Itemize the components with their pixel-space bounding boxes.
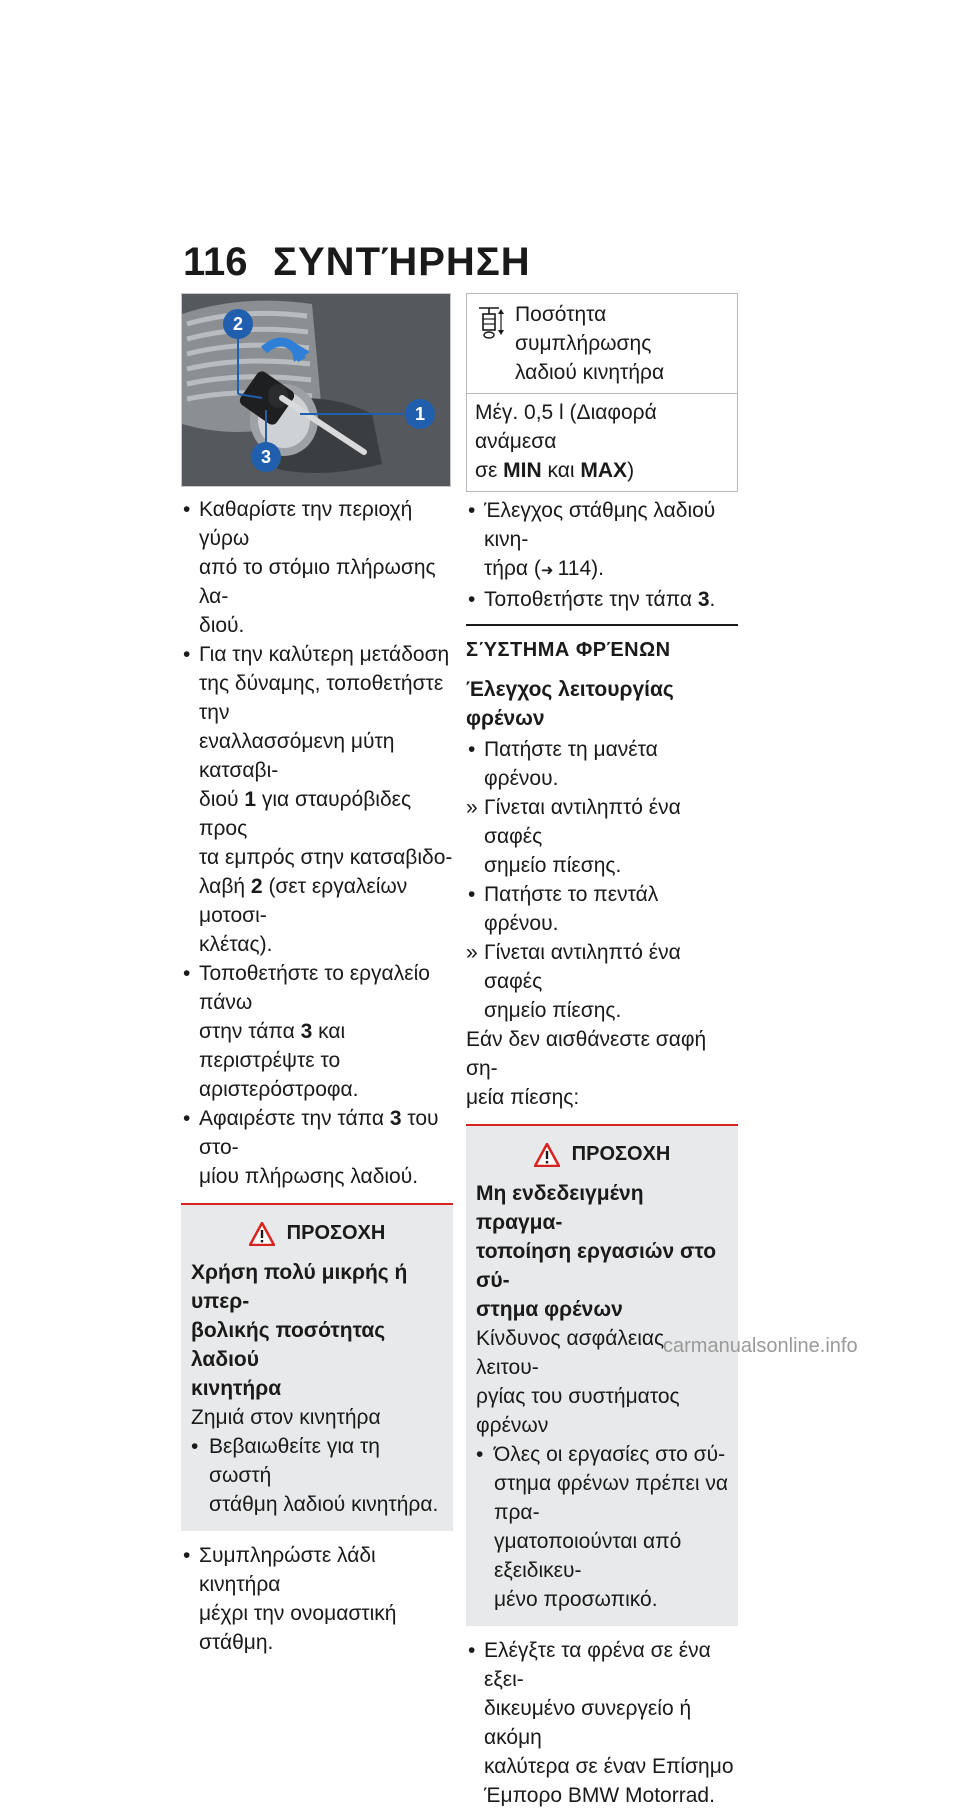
- brake-steps: [466, 735, 738, 1025]
- left-step: • Τοποθετήστε το εργαλείο πάνω στην τάπα 3 και περιστρέψτε το αριστερόστροφα.: [181, 959, 453, 1104]
- brake-system-heading: ΣΎΣΤΗΜΑ ΦΡΈΝΩΝ: [466, 624, 738, 665]
- callout-1: 1: [414, 404, 426, 424]
- page-title: ΣΥΝΤΉΡΗΣΗ: [273, 240, 531, 284]
- page-number: 116: [183, 240, 248, 284]
- spec-label: Ποσότητα συμπλήρωσης λαδιού κινητήρα: [515, 303, 665, 384]
- warning-label: ΠΡΟΣΟΧΗ: [571, 1143, 671, 1165]
- brake-result: » Γίνεται αντιληπτό ένα σαφές σημείο πίεσης.: [466, 793, 738, 880]
- warning-head: [191, 1219, 443, 1248]
- brake-step: • Πατήστε το πεντάλ φρένου.: [466, 880, 738, 938]
- warning-instruction: • Όλες οι εργασίες στο σύ- στημα φρένων πρέπει να πρα- γματοποιούνται από εξειδικευ- μένο προσωπικό.: [476, 1440, 728, 1614]
- callout-3: 3: [260, 447, 272, 467]
- oil-can-icon: [475, 300, 515, 387]
- left-step: • Καθαρίστε την περιοχή γύρω από το στόμιο πλήρωσης λα- διού.: [181, 495, 453, 640]
- warning-consequence: Ζημιά στον κινητήρα: [191, 1406, 381, 1429]
- warning-triangle-icon: [534, 1143, 560, 1167]
- right-column: [466, 293, 738, 1810]
- oil-warning-box: [181, 1203, 453, 1531]
- part-number: 1: [244, 788, 257, 811]
- part-number: 3: [389, 1107, 402, 1130]
- warning-title: Μη ενδεδειγμένη πραγμα- τοποίηση εργασιών στο σύ- στημα φρένων: [476, 1182, 717, 1321]
- left-steps: [181, 495, 453, 1191]
- brake-note: Εάν δεν αισθάνεστε σαφή ση- μεία πίεσης:: [466, 1028, 707, 1109]
- left-step: • Αφαιρέστε την τάπα 3 του στο- μίου πλήρωσης λαδιού.: [181, 1104, 453, 1191]
- brake-check-subheading: Έλεγχος λειτουργίας φρένων: [466, 678, 674, 730]
- engine-oil-cap-illustration: [181, 293, 451, 487]
- brake-warning-box: [466, 1124, 738, 1626]
- spec-value: Μέγ. 0,5 l (Διαφορά ανάμεσα σε MIN και MAX): [475, 401, 657, 482]
- check-oil-level-step: • Έλεγχος στάθμης λαδιού κινη- τήρα (➜ 114).: [466, 496, 738, 585]
- page-reference[interactable]: 114: [557, 557, 592, 580]
- workshop-check-step: • Ελέγξτε τα φρένα σε ένα εξει- δικευμένο συνεργείο ή ακόμη καλύτερα σε έναν Επίσημο Έμπορο BMW Motorrad.: [466, 1636, 738, 1810]
- left-step: • Για την καλύτερη μετάδοση της δύναμης, τοποθετήστε την εναλλασσόμενη μύτη κατσαβι- διού 1 για σταυρόβιδες προς τα εμπρός στην κατσαβιδο- λαβή 2 (σετ εργαλείων μοτοσι- κλέτας).: [181, 640, 453, 959]
- warning-triangle-icon: [249, 1222, 275, 1246]
- left-column: [181, 293, 453, 1657]
- warning-label: ΠΡΟΣΟΧΗ: [286, 1222, 386, 1244]
- brake-result: » Γίνεται αντιληπτό ένα σαφές σημείο πίεσης.: [466, 938, 738, 1025]
- warning-head: [476, 1140, 728, 1169]
- watermark: carmanualsonline.info: [663, 1335, 858, 1357]
- fill-oil-step: • Συμπληρώστε λάδι κινητήρα μέχρι την ονομαστική στάθμη.: [181, 1541, 453, 1657]
- callout-2: 2: [232, 314, 244, 334]
- engine-illustration-svg: [182, 294, 450, 486]
- part-number: 3: [300, 1020, 313, 1043]
- spec-head: [467, 294, 737, 394]
- install-cap-step: • Τοποθετήστε την τάπα 3.: [466, 585, 738, 614]
- warning-title: Χρήση πολύ μικρής ή υπερ- βολικής ποσότητας λαδιού κινητήρα: [191, 1261, 408, 1400]
- page-reference-arrow-icon: ➜: [540, 562, 558, 579]
- part-number: 2: [250, 875, 263, 898]
- oil-quantity-spec: [466, 293, 738, 492]
- brake-step: • Πατήστε τη μανέτα φρένου.: [466, 735, 738, 793]
- warning-consequence: Κίνδυνος ασφάλειας λειτου- ργίας του συστήματος φρένων: [476, 1327, 680, 1437]
- warning-instruction: • Βεβαιωθείτε για τη σωστή στάθμη λαδιού κινητήρα.: [191, 1432, 443, 1519]
